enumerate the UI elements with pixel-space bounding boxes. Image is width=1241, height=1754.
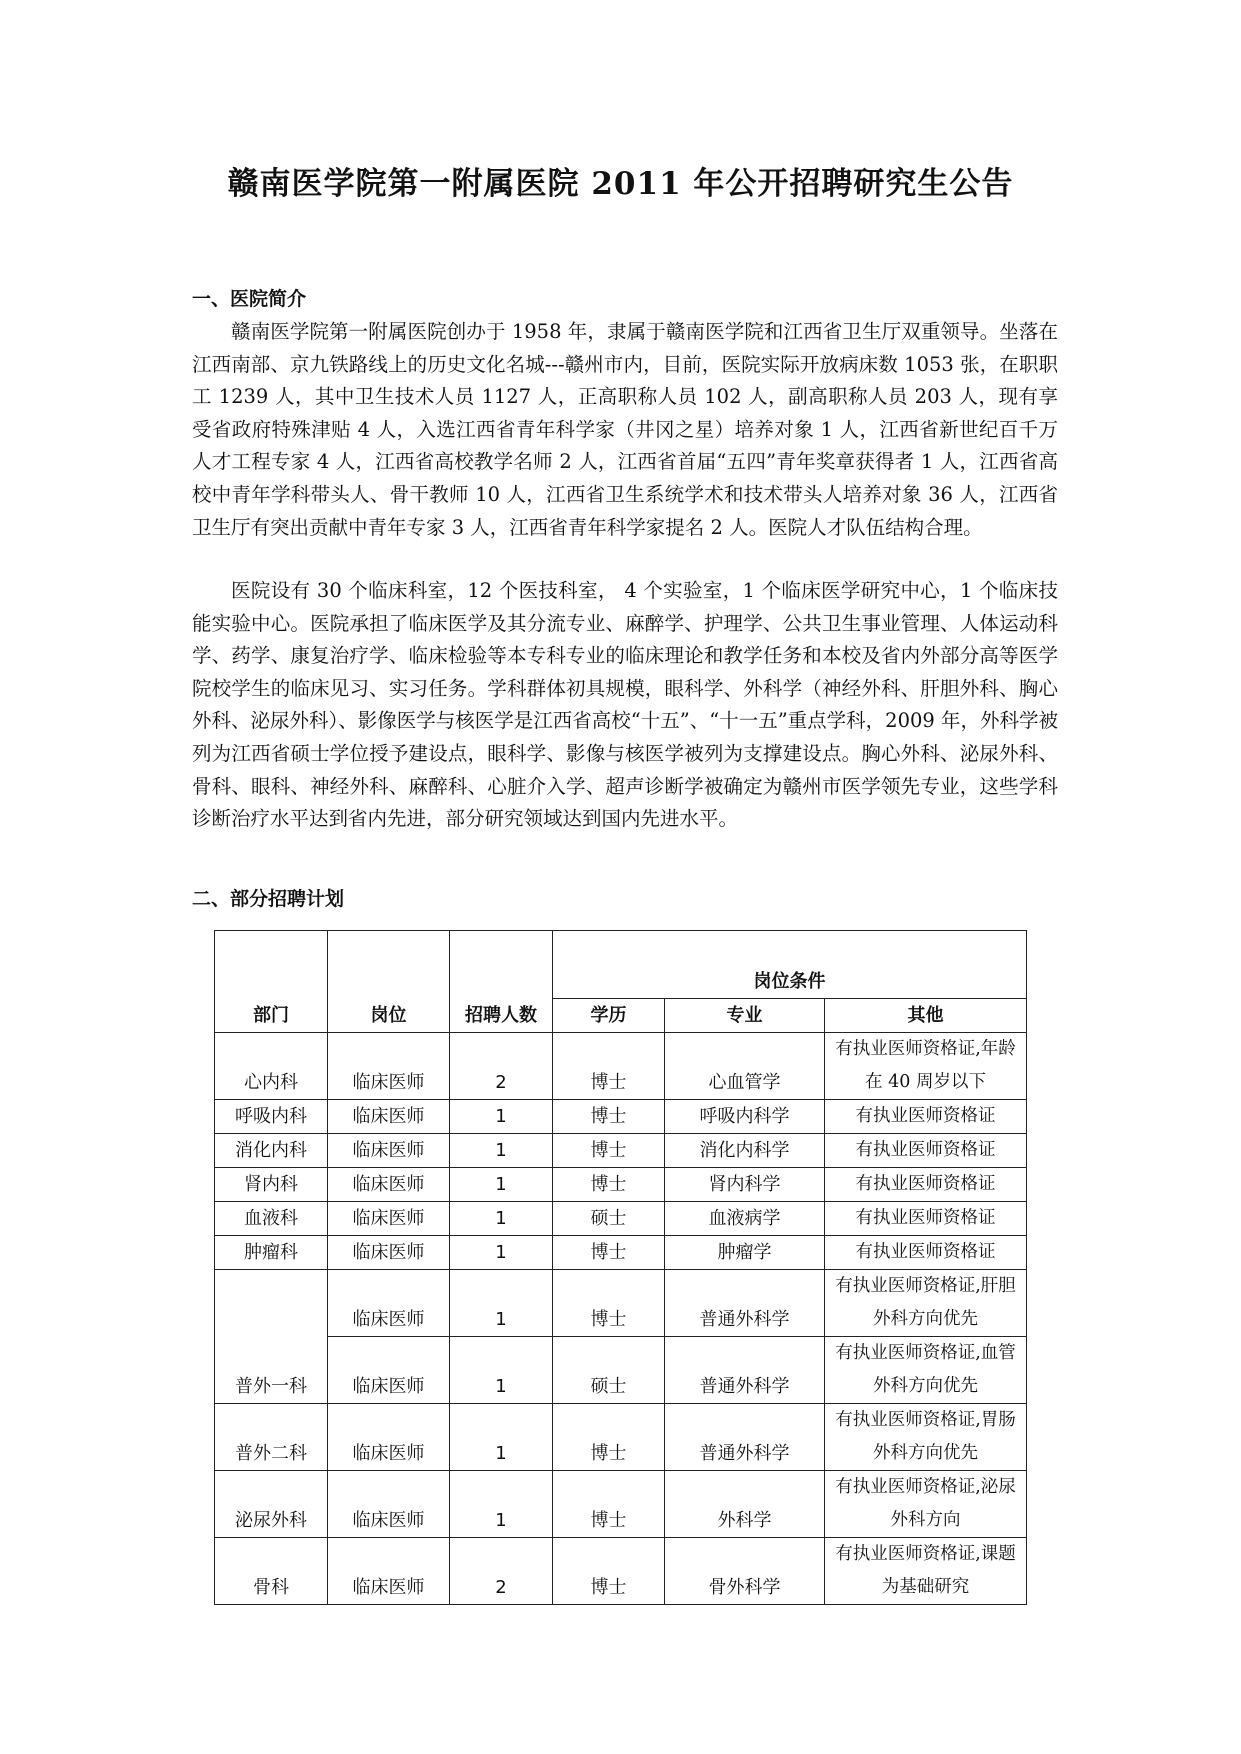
cell-other: 有执业医师资格证: [825, 1202, 1027, 1236]
cell-degree: 博士: [553, 1100, 665, 1134]
cell-count: 1: [450, 1100, 553, 1134]
table-row: [215, 1168, 1027, 1202]
cell-other: 有执业医师资格证,课题为基础研究: [825, 1538, 1027, 1605]
cell-count: 2: [450, 1538, 553, 1605]
table-header-row: [215, 931, 1027, 999]
header-degree: 学历: [553, 999, 665, 1033]
header-count: 招聘人数: [450, 931, 553, 1033]
cell-count: 1: [450, 1471, 553, 1538]
cell-dept: 血液科: [215, 1202, 328, 1236]
cell-post: 临床医师: [328, 1404, 450, 1471]
section-heading-intro: 一、医院简介: [192, 288, 307, 310]
header-conditions: 岗位条件: [553, 931, 1027, 999]
cell-dept: 普外二科: [215, 1404, 328, 1471]
cell-post: 临床医师: [328, 1538, 450, 1605]
cell-other: 有执业医师资格证,血管外科方向优先: [825, 1337, 1027, 1404]
cell-post: 临床医师: [328, 1033, 450, 1100]
cell-degree: 博士: [553, 1033, 665, 1100]
header-dept: 部门: [215, 931, 328, 1033]
cell-degree: 博士: [553, 1236, 665, 1270]
cell-degree: 博士: [553, 1404, 665, 1471]
cell-count: 1: [450, 1404, 553, 1471]
cell-post: 临床医师: [328, 1168, 450, 1202]
cell-degree: 博士: [553, 1270, 665, 1337]
cell-other: 有执业医师资格证,年龄在 40 周岁以下: [825, 1033, 1027, 1100]
table-row: [215, 1404, 1027, 1471]
cell-post: 临床医师: [328, 1471, 450, 1538]
cell-dept: 心内科: [215, 1033, 328, 1100]
table-row: [215, 1134, 1027, 1168]
cell-major: 外科学: [665, 1471, 825, 1538]
cell-major: 血液病学: [665, 1202, 825, 1236]
table-row: [215, 1236, 1027, 1270]
cell-other: 有执业医师资格证: [825, 1134, 1027, 1168]
cell-post: 临床医师: [328, 1337, 450, 1404]
cell-post: 临床医师: [328, 1100, 450, 1134]
section-heading-plan: 二、部分招聘计划: [192, 888, 345, 910]
cell-major: 肿瘤学: [665, 1236, 825, 1270]
cell-dept: 呼吸内科: [215, 1100, 328, 1134]
cell-count: 1: [450, 1168, 553, 1202]
intro-paragraph-2: 医院设有 30 个临床科室，12 个医技科室， 4 个实验室，1 个临床医学研究中心，1 个临床技能实验中心。医院承担了临床医学及其分流专业、麻醉学、护理学、公共卫生事业管理、人体运动科学、药学、康复治疗学、临床检验等本专科专业的临床理论和教学任务和本校及省内外部分高等医学院校学生的临床见习、实习任务。学科群体初具规模，眼科学、外科学（神经外科、肝胆外科、胸心外科、泌尿外科）、影像医学与核医学是江西省高校“十五”、“十一五”重点学科，2009 年，外科学被列为江西省硕士学位授予建设点，眼科学、影像与核医学被列为支撑建设点。胸心外科、泌尿外科、骨科、眼科、神经外科、麻醉科、心脏介入学、超声诊断学被确定为赣州市医学领先专业，这些学科诊断治疗水平达到省内先进，部分研究领域达到国内先进水平。: [192, 579, 1058, 831]
cell-dept: 消化内科: [215, 1134, 328, 1168]
table-row: [215, 1270, 1027, 1337]
table-row: [215, 1100, 1027, 1134]
table-row: [215, 1337, 1027, 1404]
cell-post: 临床医师: [328, 1270, 450, 1337]
header-post: 岗位: [328, 931, 450, 1033]
cell-post: 临床医师: [328, 1202, 450, 1236]
recruitment-table: [214, 930, 1027, 1605]
cell-count: 1: [450, 1134, 553, 1168]
table-row: [215, 1538, 1027, 1605]
table-row: [215, 1471, 1027, 1538]
cell-other: 有执业医师资格证,泌尿外科方向: [825, 1471, 1027, 1538]
cell-major: 普通外科学: [665, 1270, 825, 1337]
cell-major: 消化内科学: [665, 1134, 825, 1168]
cell-major: 普通外科学: [665, 1337, 825, 1404]
cell-post: 临床医师: [328, 1134, 450, 1168]
cell-count: 1: [450, 1236, 553, 1270]
cell-degree: 博士: [553, 1471, 665, 1538]
cell-other: 有执业医师资格证: [825, 1168, 1027, 1202]
cell-other: 有执业医师资格证: [825, 1236, 1027, 1270]
cell-dept: 肾内科: [215, 1168, 328, 1202]
cell-other: 有执业医师资格证,肝胆外科方向优先: [825, 1270, 1027, 1337]
cell-degree: 硕士: [553, 1202, 665, 1236]
cell-major: 呼吸内科学: [665, 1100, 825, 1134]
cell-count: 1: [450, 1270, 553, 1337]
intro-paragraph-1: 赣南医学院第一附属医院创办于 1958 年，隶属于赣南医学院和江西省卫生厅双重领导。坐落在江西南部、京九铁路线上的历史文化名城---赣州市内，目前，医院实际开放病床数 1053 张，在职职工 1239 人，其中卫生技术人员 1127 人，正高职称人员 102 人，副高职称人员 203 人，现有享受省政府特殊津贴 4 人，入选江西省青年科学家（井冈之星）培养对象 1 人，江西省新世纪百千万人才工程专家 4 人，江西省高校教学名师 2 人，江西省首届“五四”青年奖章获得者 1 人，江西省高校中青年学科带头人、骨干教师 10 人，江西省卫生系统学术和技术带头人培养对象 36 人，江西省卫生厅有突出贡献中青年专家 3 人，江西省青年科学家提名 2 人。医院人才队伍结构合理。: [192, 320, 1058, 539]
cell-dept: 普外一科: [215, 1270, 328, 1404]
cell-major: 肾内科学: [665, 1168, 825, 1202]
table-row: [215, 1033, 1027, 1100]
cell-dept: 肿瘤科: [215, 1236, 328, 1270]
cell-major: 心血管学: [665, 1033, 825, 1100]
cell-degree: 博士: [553, 1538, 665, 1605]
cell-major: 普通外科学: [665, 1404, 825, 1471]
cell-major: 骨外科学: [665, 1538, 825, 1605]
header-major: 专业: [665, 999, 825, 1033]
cell-other: 有执业医师资格证: [825, 1100, 1027, 1134]
cell-post: 临床医师: [328, 1236, 450, 1270]
cell-other: 有执业医师资格证,胃肠外科方向优先: [825, 1404, 1027, 1471]
cell-dept: 骨科: [215, 1538, 328, 1605]
header-other: 其他: [825, 999, 1027, 1033]
page-title: 赣南医学院第一附属医院 2011 年公开招聘研究生公告: [227, 166, 1014, 202]
cell-count: 2: [450, 1033, 553, 1100]
cell-count: 1: [450, 1202, 553, 1236]
cell-dept: 泌尿外科: [215, 1471, 328, 1538]
cell-degree: 博士: [553, 1134, 665, 1168]
table-row: [215, 1202, 1027, 1236]
cell-degree: 博士: [553, 1168, 665, 1202]
cell-count: 1: [450, 1337, 553, 1404]
cell-degree: 硕士: [553, 1337, 665, 1404]
